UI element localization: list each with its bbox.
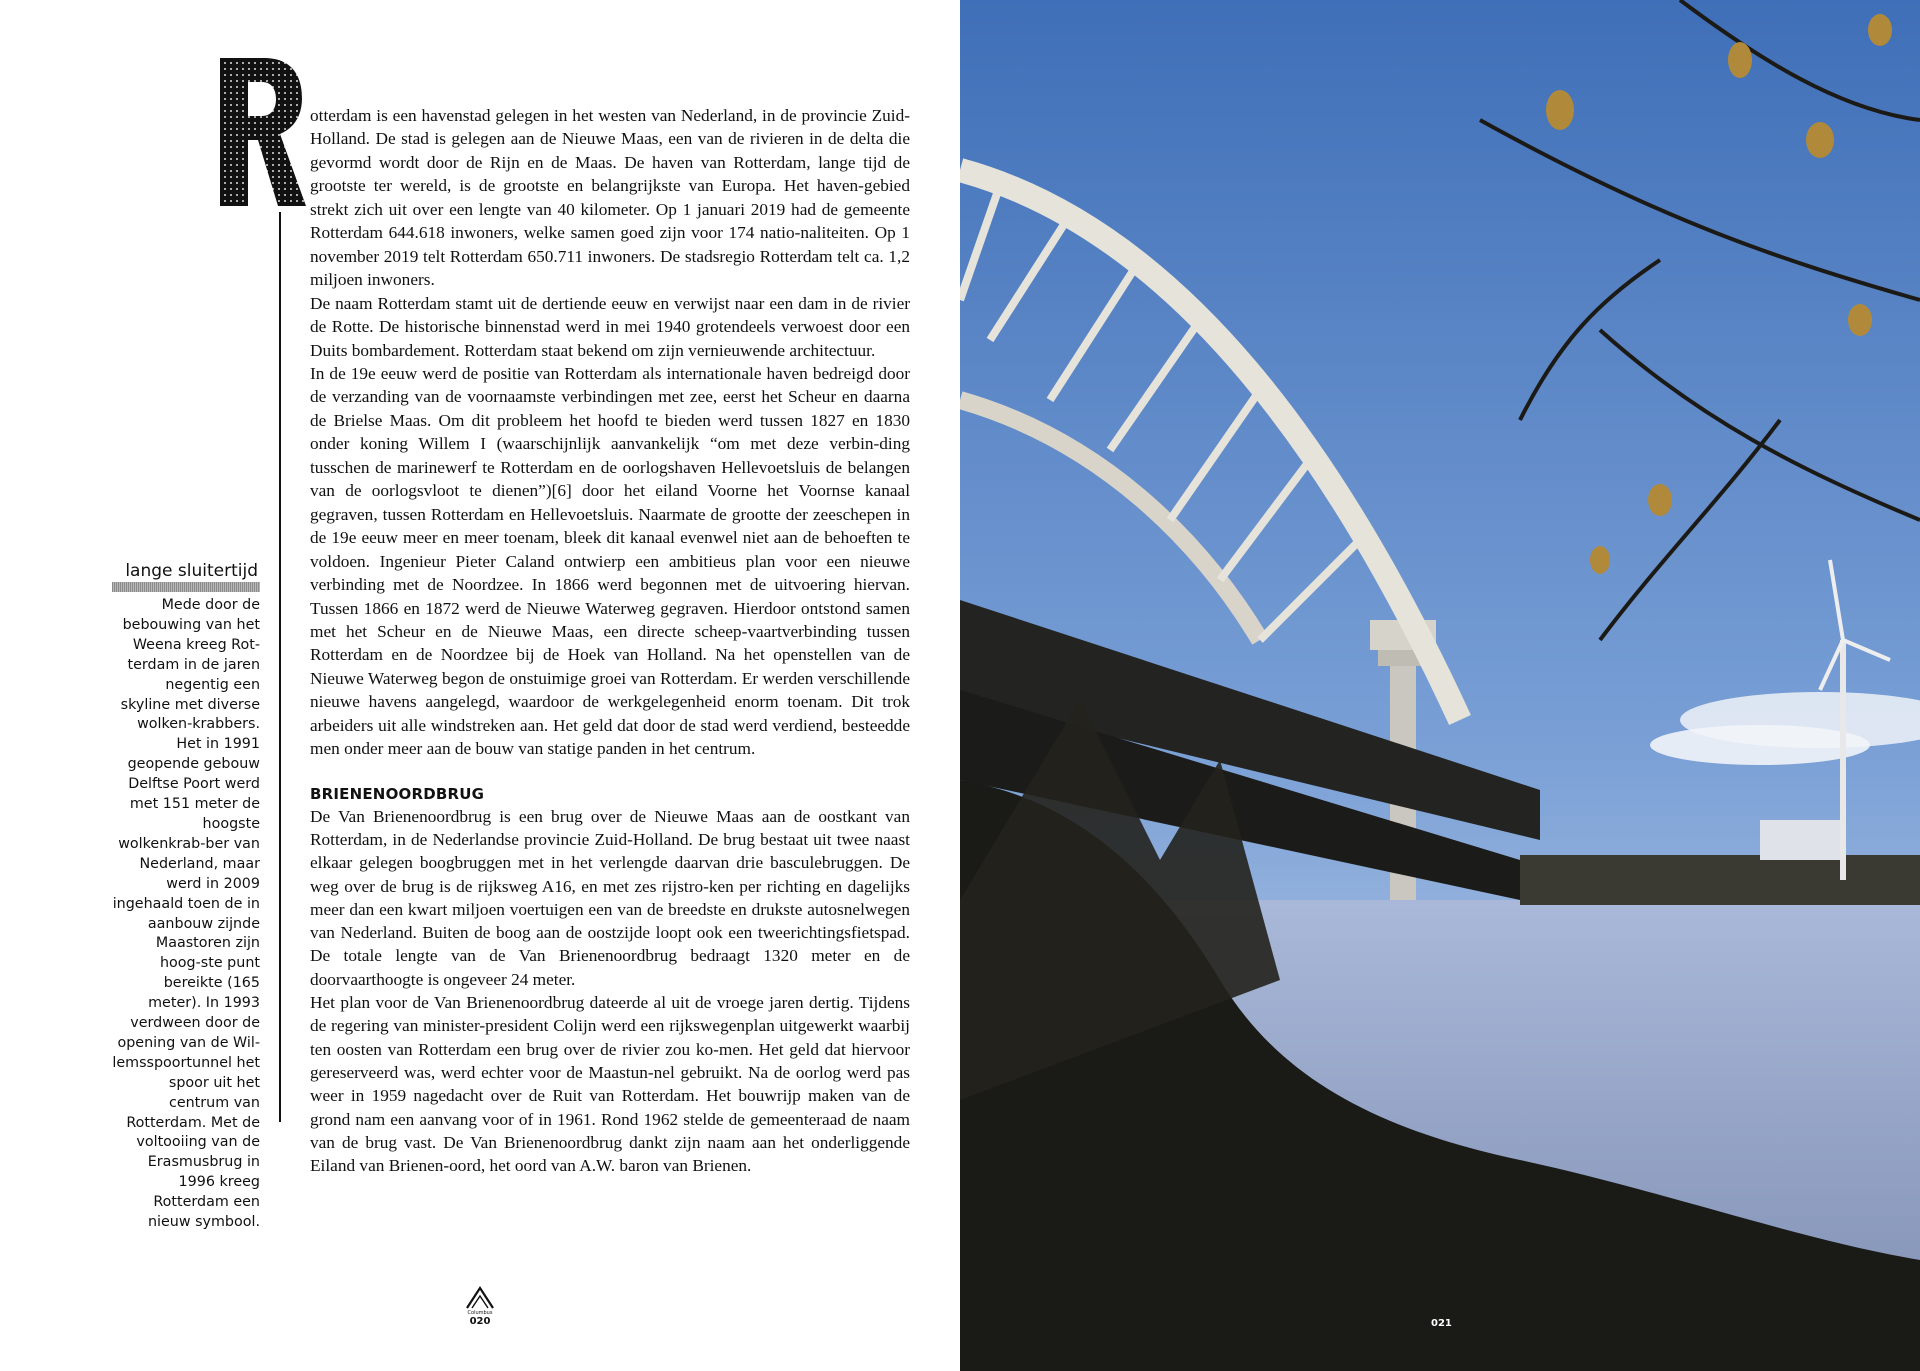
page-number-left: 020 — [469, 1316, 491, 1327]
logo-wordmark: Columbus — [467, 1310, 493, 1316]
intro-paragraph-1: otterdam is een havenstad gelegen in het westen van Nederland, in de provincie Zuid-Holland. De stad is gelegen aan de Nieuwe Maas, een van de rivieren in de delta die gevormd wordt door de Rijn en de Maas. De haven van Rotterdam, lange tijd de grootste ter wereld, is de grootste en belangrijkste van Europa. Het haven-gebied strekt zich uit over een lengte van 40 kilometer. Op 1 januari 2019 had de gemeente Rotterdam 644.618 inwoners, welke samen goed zijn voor 174 natio-naliteiten. Op 1 november 2019 telt Rotterdam 650.711 inwoners. De stadsregio Rotterdam telt ca. 1,2 miljoen inwoners. — [310, 106, 910, 290]
section-paragraph-2: Het plan voor de Van Brienenoordbrug dateerde al uit de vroege jaren dertig. Tijdens de regering van minister-president Colijn werd een rijkswegenplan uitgewerkt waarbij ten oosten van Rotterdam een brug over de rivier zou ko-men. Het geld dat hiervoor gereserveerd was, werd echter voor de Maastun-nel gebruikt. Na de oorlog werd pas weer in 1959 nagedacht over de Ruit van Rotterdam. Het bouwrijp maken van de grond nam een aanvang voor of in 1961. Rond 1962 stelde de gemeenteraad de naam van de brug vast. De Van Brienenoordbrug dankt zijn naam aan het onderliggende Eiland van Brienen-oord, het oord van A.W. baron van Brienen. — [310, 993, 910, 1176]
sidebar-title-underline — [112, 582, 260, 592]
intro-paragraph-2: De naam Rotterdam stamt uit de dertiende eeuw en verwijst naar een dam in de rivier de Rotte. De historische binnenstad werd in mei 1940 grotendeels verwoest door een Duits bombardement. Rotterdam staat bekend om zijn vernieuwende architectuur. — [310, 293, 910, 360]
page-number-right: 021 — [1431, 1318, 1452, 1329]
section-heading: BRIENENOORDBRUG — [310, 784, 485, 803]
sidebar-text: Mede door de bebouwing van het Weena kreeg Rot-terdam in de jaren negentig een skyline met diverse wolken-krabbers. Het in 1991 geopende gebouw Delftse Poort werd met 151 meter de hoogste wolkenkrab-ber van Nederland, maar werd in 2009 ingehaald toen de in aanbouw zijnde Maastoren zijn hoog-ste punt bereikte (165 meter). In 1993 verdween door de opening van de Wil-lemsspoortunnel het spoor uit het centrum van Rotterdam. Met de voltooiing van de Erasmusbrug in 1996 kreeg Rotterdam een nieuw symbool. — [112, 597, 260, 1231]
right-page — [960, 0, 1920, 1371]
section-paragraph-1: De Van Brienenoordbrug is een brug over de Nieuwe Maas aan de oostkant van Rotterdam, in de Nederlandse provincie Zuid-Holland. De brug bestaat uit twee naast elkaar gelegen boogbruggen met in het verlengde daarvan drie basculebruggen. De weg over de brug is de rijksweg A16, en met zes rijstro-ken per richting en dagelijks meer dan een kwart miljoen voertuigen een van de breedste en drukste autosnelwegen van Nederland. Buiten de boog aan de oostzijde loopt ook een tweerichtingsfietspad. De totale lengte van de Van Brienenoordbrug bedraagt 1320 meter en de doorvaarthoogte is ongeveer 24 meter. — [310, 806, 910, 989]
intro-paragraph-3: In de 19e eeuw werd de positie van Rotterdam als internationale haven bedreigd door de verzanding van de voornaamste verbindingen met zee, eerst het Scheur en daarna de Brielse Maas. Om dit probleem het hoofd te bieden werd tussen 1827 en 1830 onder koning Willem I (waarschijnlijk aanvankelijk “om met deze verbin-ding tusschen de marinewerf te Rotterdam en de oorlogshaven Hellevoetsluis de belangen van de oorlogsvloot te dienen”)[6] door het eiland Voorne het Voornse kanaal gegraven, tussen Rotterdam en Hellevoetsluis. Naarmate de grootte der zeeschepen in de 19e eeuw meer en meer toenam, bleek dit kanaal evenwel niet aan de behoeften te voldoen. Ingenieur Pieter Caland ontwierp een ambitieus plan voor een nieuwe verbinding met de Noordzee. In 1866 werd begonnen met de uitvoering hiervan. Tussen 1866 en 1872 werd de Nieuwe Waterweg gegraven. Hierdoor ontstond samen met het Scheur en de Nieuwe Maas, een directe scheep-vaartverbinding tussen Rotterdam en de Noordzee bij de Hoek van Holland. Na het openstellen van de Nieuwe Waterweg begon de onstuimige groei van Rotterdam. Er werden verschillende nieuwe havens aangelegd, waardoor de werkgelegenheid enorm toenam. Dit trok arbeiders uit alle windstreken aan. Het geld dat door de stad werd verdiend, besteedde men onder meer aan de bouw van statige panden in het centrum. — [310, 363, 910, 759]
dropcap-r-icon — [216, 54, 308, 210]
sidebar-title: lange sluitertijd — [125, 561, 258, 581]
footer-logo — [462, 1284, 498, 1332]
house-logo-icon — [464, 1284, 496, 1310]
main-article — [310, 104, 910, 1177]
bridge-photo — [960, 0, 1920, 1371]
dropcap-letter — [216, 54, 308, 210]
vertical-rule — [279, 212, 281, 1122]
sidebar — [112, 560, 260, 1233]
